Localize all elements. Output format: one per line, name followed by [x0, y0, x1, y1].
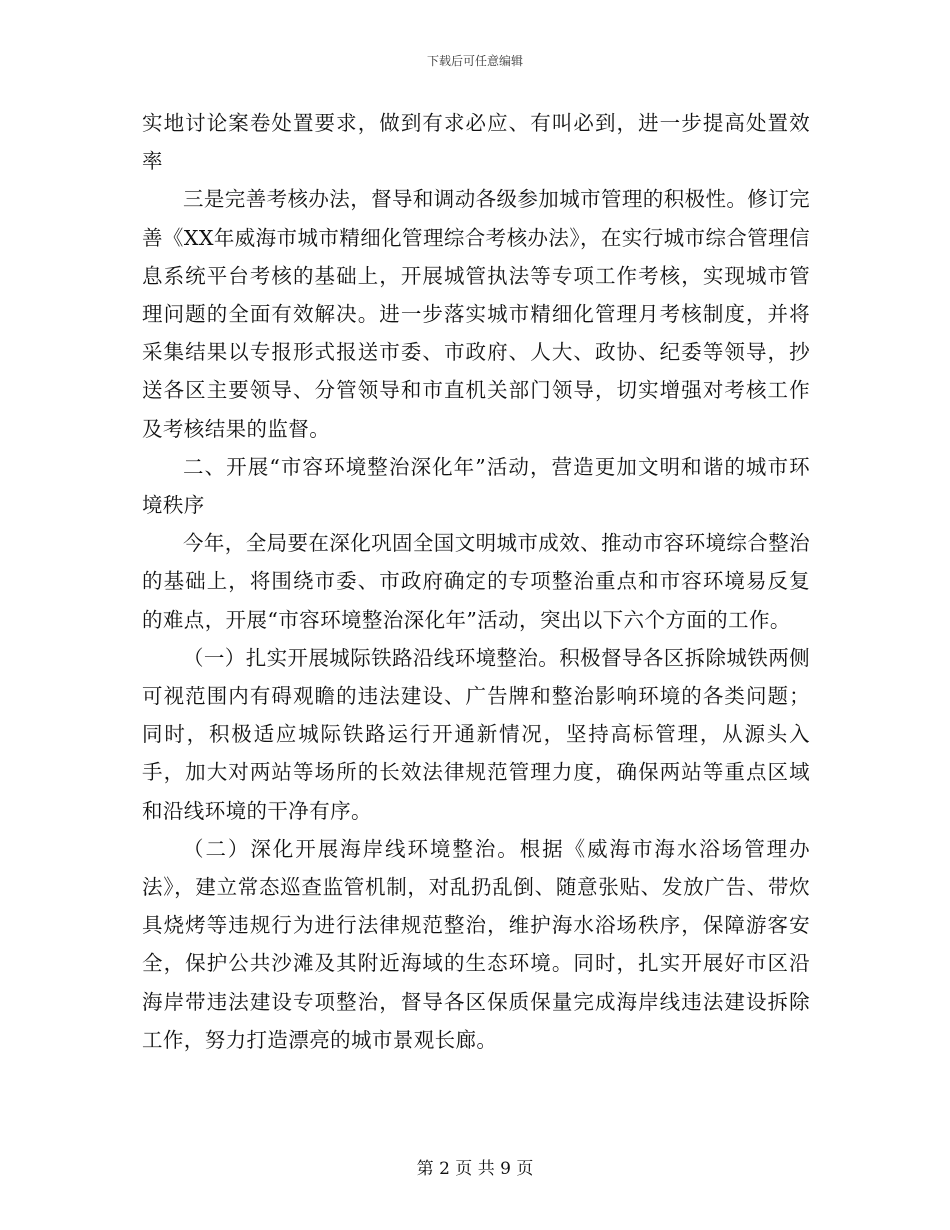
page-number-footer: 第 2 页 共 9 页 — [416, 1159, 534, 1179]
section-heading: 二、开展“市容环境整治深化年”活动，营造更加文明和谐的城市环境秩序 — [142, 454, 810, 518]
paragraph-1: 实地讨论案卷处置要求，做到有求必应、有叫必到，进一步提高处置效率 — [142, 111, 810, 174]
paragraph-3: 今年，全局要在深化巩固全国文明城市成效、推动市容环境综合整治的基础上，将围绕市委、市政府确定的专项整治重点和市容环境易反复的难点，开展“市容环境整治深化年”活动，突出以下六个方面的工作。 — [142, 531, 810, 632]
page-header: 下载后可任意编辑 — [426, 54, 523, 68]
paragraph-2: 三是完善考核办法，督导和调动各级参加城市管理的积极性。修订完善《XX年威海市城市精细化管理综合考核办法》，在实行城市综合管理信息系统平台考核的基础上，开展城管执法等专项工作考核，实现城市管理问题的全面有效解决。进一步落实城市精细化管理月考核制度，并将采集结果以专报形式报送市委、市政府、人大、政协、纪委等领导，抄送各区主要领导、分管领导和市直机关部门领导，切实增强对考核工作及考核结果的监督。 — [142, 187, 810, 441]
paragraph-5: （二）深化开展海岸线环境整治。根据《威海市海水浴场管理办法》，建立常态巡查监管机制，对乱扔乱倒、随意张贴、发放广告、带炊具烧烤等违规行为进行法律规范整治，维护海水浴场秩序，保障游客安全，保护公共沙滩及其附近海域的生态环境。同时，扎实开展好市区沿海岸带违法建设专项整治，督导各区保质保量完成海岸线违法建设拆除工作，努力打造漂亮的城市景观长廊。 — [142, 836, 810, 1052]
paragraph-4: （一）扎实开展城际铁路沿线环境整治。积极督导各区拆除城铁两侧可视范围内有碍观瞻的违法建设、广告牌和整治影响环境的各类问题；同时，积极适应城际铁路运行开通新情况，坚持高标管理，从源头入手，加大对两站等场所的长效法律规范管理力度，确保两站等重点区域和沿线环境的干净有序。 — [142, 645, 810, 823]
document-body — [142, 104, 810, 1059]
